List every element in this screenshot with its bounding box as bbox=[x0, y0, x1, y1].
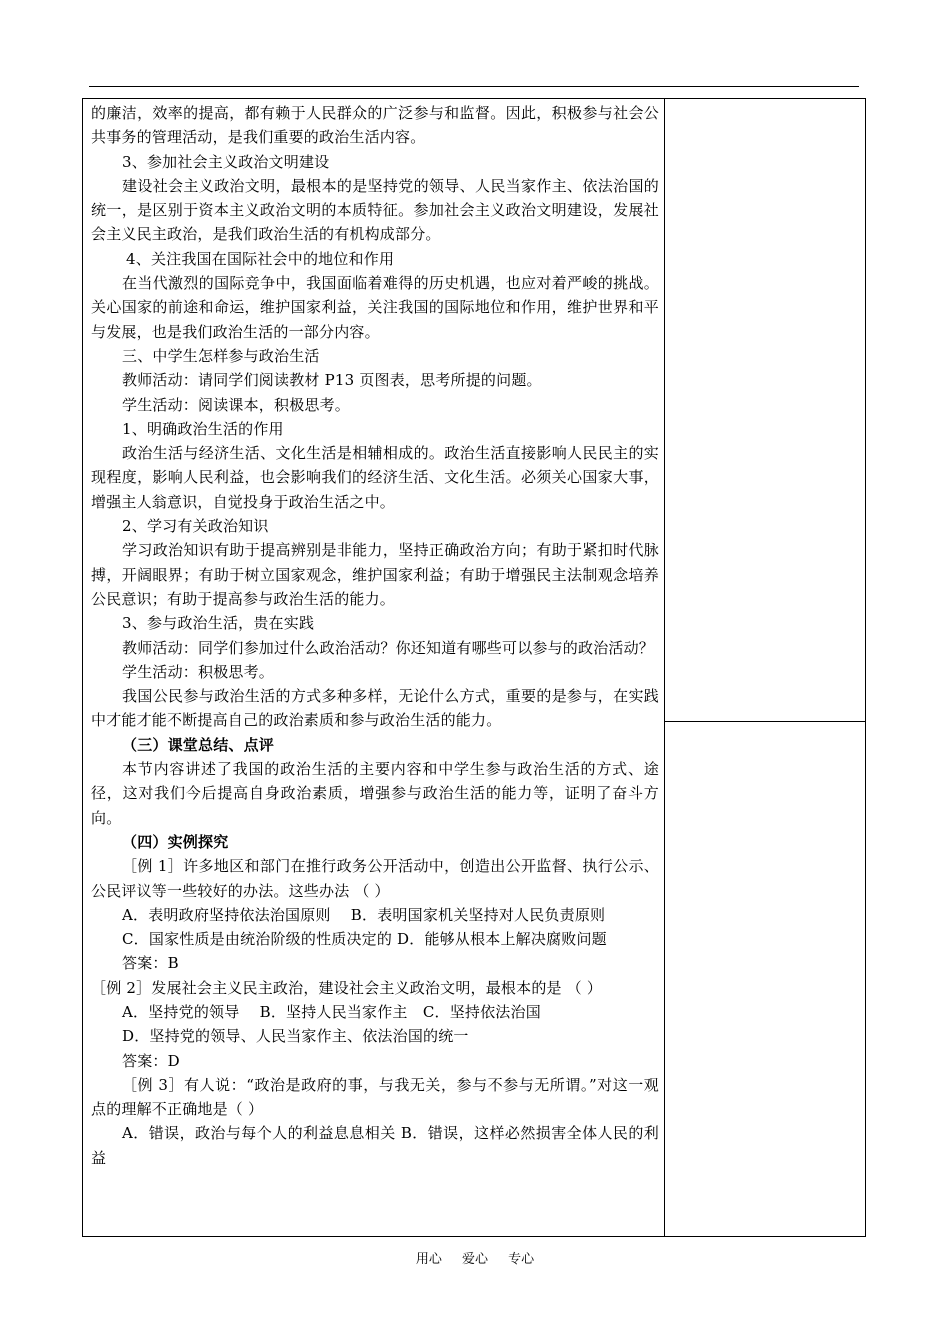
paragraph: 本节内容讲述了我国的政治生活的主要内容和中学生参与政治生活的方式、途径，这对我们今后提高自身政治素质，增强参与政治生活的能力等，证明了奋斗方向。 bbox=[91, 760, 659, 827]
lesson-content bbox=[91, 101, 659, 1170]
student-activity: 学生活动：阅读课本，积极思考。 bbox=[122, 395, 351, 414]
answer-options: A．错误，政治与每个人的利益息息相关 B．错误，这样必然损害全体人民的利益 bbox=[91, 1124, 659, 1167]
lesson-table bbox=[82, 98, 866, 1237]
paragraph: 学习政治知识有助于提高辨别是非能力，坚持正确政治方向；有助于紧扣时代脉搏，开阔眼界；有助于树立国家观念，维护国家利益；有助于增强民主法制观念培养公民意识；有助于提高参与政治生活的能力。 bbox=[91, 541, 659, 608]
answer-options: C．国家性质是由统治阶级的性质决定的 D．能够从根本上解决腐败问题 bbox=[122, 930, 607, 949]
example-question: ［例 2］发展社会主义民主政治，建设社会主义政治文明，最根本的是 （ ） bbox=[91, 978, 603, 997]
section-heading: 三、中学生怎样参与政治生活 bbox=[122, 346, 320, 365]
notes-row-divider bbox=[665, 721, 865, 722]
section-heading: 3、参与政治生活，贵在实践 bbox=[122, 614, 315, 633]
teacher-activity: 教师活动：请同学们阅读教材 P13 页图表，思考所提的问题。 bbox=[122, 371, 542, 390]
section-heading: 3、参加社会主义政治文明建设 bbox=[122, 152, 330, 171]
example-question: ［例 1］许多地区和部门在推行政务公开活动中，创造出公开监督、执行公示、公民评议等一些较好的办法。这些办法 （ ） bbox=[91, 857, 659, 900]
section-heading: （三）课堂总结、点评 bbox=[122, 735, 275, 754]
student-activity: 学生活动：积极思考。 bbox=[122, 662, 275, 681]
page-footer: 用心 爱心 专心 bbox=[415, 1252, 535, 1267]
answer-options: D．坚持党的领导、人民当家作主、依法治国的统一 bbox=[122, 1027, 469, 1046]
answer-options: A．表明政府坚持依法治国原则 B．表明国家机关坚持对人民负责原则 bbox=[122, 905, 606, 924]
section-heading: 4、关注我国在国际社会中的地位和作用 bbox=[126, 249, 395, 268]
section-heading: （四）实例探究 bbox=[122, 832, 229, 851]
section-heading: 1、明确政治生活的作用 bbox=[122, 419, 284, 438]
paragraph: 政治生活与经济生活、文化生活是相辅相成的。政治生活直接影响人民民主的实现程度，影响人民利益，也会影响我们的经济生活、文化生活。必须关心国家大事，增强主人翁意识，自觉投身于政治生活之中。 bbox=[91, 444, 659, 511]
example-question: ［例 3］有人说：“政治是政府的事，与我无关，参与不参与无所谓。”对这一观点的理解不正确地是（ ） bbox=[91, 1075, 659, 1119]
column-divider bbox=[664, 99, 665, 1236]
answer-options: A．坚持党的领导 B．坚持人民当家作主 C．坚持依法治国 bbox=[122, 1002, 541, 1021]
paragraph: 建设社会主义政治文明，最根本的是坚持党的领导、人民当家作主、依法治国的统一，是区别于资本主义政治文明的本质特征。参加社会主义政治文明建设，发展社会主义民主政治，是我们政治生活的有机构成部分。 bbox=[91, 176, 659, 244]
teacher-activity: 教师活动：同学们参加过什么政治活动？你还知道有哪些可以参与的政治活动？ bbox=[122, 638, 655, 657]
paragraph: 我国公民参与政治生活的方式多种多样，无论什么方式，重要的是参与，在实践中才能才能不断提高自己的政治素质和参与政治生活的能力。 bbox=[91, 687, 659, 730]
paragraph: 在当代激烈的国际竞争中，我国面临着难得的历史机遇，也应对着严峻的挑战。关心国家的前途和命运，维护国家利益，关注我国的国际地位和作用，维护世界和平与发展，也是我们政治生活的一部分内容。 bbox=[91, 274, 659, 341]
header-rule bbox=[89, 86, 859, 87]
answer: 答案：D bbox=[122, 1051, 180, 1070]
answer: 答案：B bbox=[122, 954, 179, 973]
section-heading: 2、学习有关政治知识 bbox=[122, 517, 269, 536]
paragraph: 的廉洁，效率的提高，都有赖于人民群众的广泛参与和监督。因此，积极参与社会公共事务的管理活动，是我们重要的政治生活内容。 bbox=[91, 104, 659, 147]
